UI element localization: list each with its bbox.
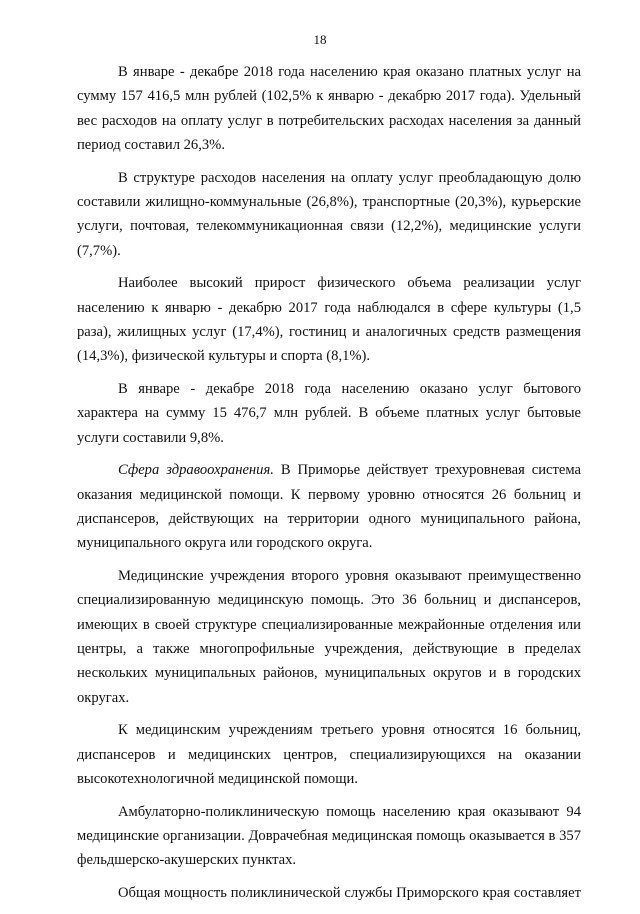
paragraph-growth: Наиболее высокий прирост физического объема реализации услуг населению к январю - декабрю 2017 года наблюдался в сфере культуры (1,5 раза), жилищных услуг (17,4%), гостиниц и аналогичных средств размещения (14,3%), физической культуры и спорта (8,1%). [77, 275, 581, 365]
paragraph-expense-structure: В структуре расходов населения на оплату услуг преобладающую долю составили жилищно-коммунальные (26,8%), транспортные (20,3%), курьерские услуги, почтовая, телекоммуникационная связи (12,2%), медицинские услуги (7,7%). [77, 169, 581, 259]
paragraph-paid-services: В январе - декабре 2018 года населению края оказано платных услуг на сумму 157 416,5 млн рублей (102,5% к январю - декабрю 2017 года). Удельный вес расходов на оплату услуг в потребительских расходах населения за данный период составил 26,3%. [77, 64, 581, 153]
paragraph-second-level: Медицинские учреждения второго уровня оказывают преимущественно специализированную медицинскую помощь. Это 36 больниц и диспансеров, имеющих в своей структуре специализированные межрайонные отделения или центры, а также многопрофильные учреждения, действующие в пределах нескольких муниципальных районов, муниципальных округов и в городских округах. [77, 568, 581, 706]
document-body [77, 60, 581, 914]
paragraph-outpatient: Амбулаторно-поликлиническую помощь населению края оказывают 94 медицинские организации. Доврачебная медицинская помощь оказывается в 357 фельдшерско-акушерских пунктах. [77, 803, 581, 869]
paragraph-polyclinic-capacity: Общая мощность поликлинической службы Приморского края составляет [118, 885, 581, 902]
paragraph-household-services: В январе - декабре 2018 года населению оказано услуг бытового характера на сумму 15 476,7 млн рублей. В объеме платных услуг бытовые услуги составили 9,8%. [77, 381, 581, 446]
page-number: 18 [313, 32, 327, 47]
paragraph-third-level: К медицинским учреждениям третьего уровня относятся 16 больниц, диспансеров и медицинских центров, специализирующихся на оказании высокотехнологичной медицинской помощи. [77, 722, 581, 788]
section-heading-healthcare: Сфера здравоохранения. [118, 462, 274, 479]
healthcare-text: В Приморье действует трехуровневая система оказания медицинской помощи. К первому уровню относятся 26 больниц и диспансеров, действующих на территории одного муниципального района, муниципального округа или городского округа. [77, 462, 581, 552]
paragraph-healthcare [77, 458, 581, 555]
